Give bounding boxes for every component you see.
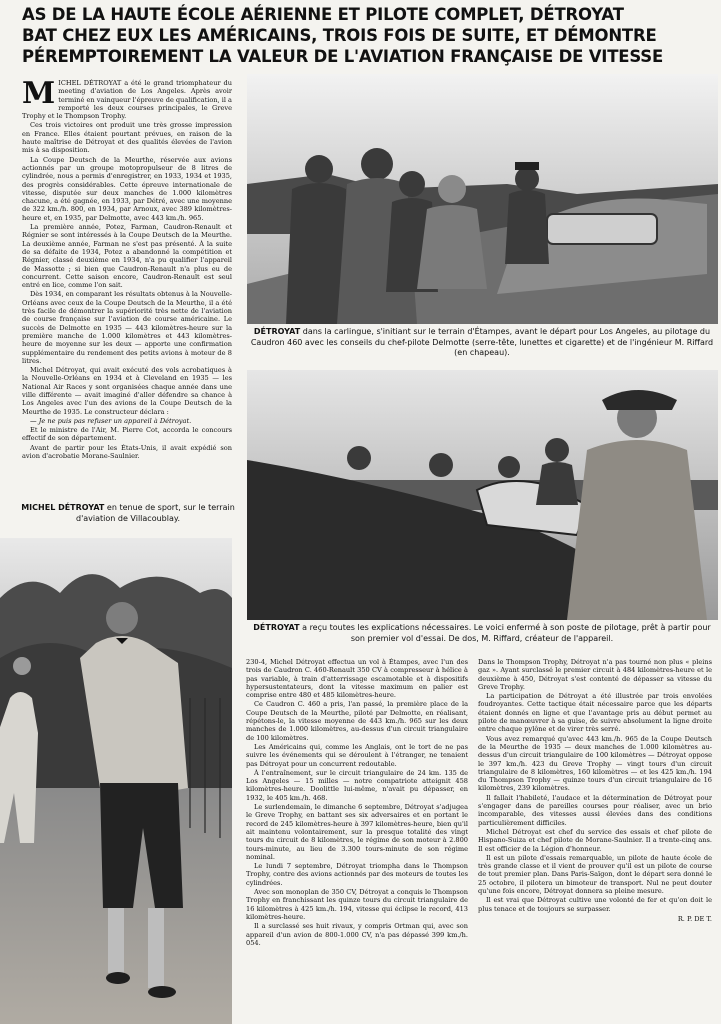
intro-paragraph: La première année, Potez, Farman, Caudron-Renault et Régnier se sont intéressés à la Coupe Deutsch de la Meurthe. La deuxième année, Farman ne s'est pas présenté. À la suite de sa défaite de 1934, Potez a abandonné la compétition et Régnier, classé deuxième en 1934, n'a pu qualifier l'appareil de Massotte ; si bien que Caudron-Renault n'a plus eu de concurrent. Cette saison encore, Caudron-Renault est seul entré en lice, comme l'on sait.	[22, 223, 232, 290]
intro-paragraph: Et le ministre de l'Air, M. Pierre Cot, accorda le concours effectif de son département.	[22, 426, 232, 443]
intro-column	[22, 79, 232, 499]
headline-line-2: BAT CHEZ EUX LES AMÉRICAINS, TROIS FOIS DE SUITE, ET DÉMONTRE	[22, 26, 657, 45]
headline-line-1: AS DE LA HAUTE ÉCOLE AÉRIENNE ET PILOTE COMPLET, DÉTROYAT	[22, 5, 624, 24]
intro-paragraph: Dès 1934, en comparant les résultats obtenus à la Nouvelle-Orléans avec ceux de la Coupe Deutsch de la Meurthe, il a été très facile de démontrer la supériorité très nette de l'aviation de course française sur l'aviation de course américaine. Le succès de Delmotte en 1935 — 443 kilomètres-heure sur la première manche de 1.000 kilomètres et 443 kilomètres-heure de moyenne sur les deux — apporte une confirmation supplémentaire du rendement des petits avions à moteur de 8 litres.	[22, 290, 232, 365]
intro-paragraph: Avant de partir pour les États-Unis, il avait expédié son avion d'acrobatie Morane-Saulnier.	[22, 443, 232, 461]
caption-left-photo: MICHEL DÉTROYAT en tenue de sport, sur le terrain d'aviation de Villacoublay.	[21, 503, 235, 523]
body-paragraph: Il a surclassé ses huit rivaux, y compris Ortman qui, avec son appareil d'un avion de 800-1.000 CV, n'a pas dépassé 399 km./h. 054.	[246, 922, 468, 947]
intro-paragraph: — Je ne puis pas refuser un appareil à Détroyat.	[30, 416, 192, 425]
body-paragraph: La participation de Détroyat a été illustrée par trois envolées foudroyantes. Cette tactique était nécessaire parce que les départs étaient donnés en ligne et que l'avantage pris au début permet au pilote de manœuvrer à sa guise, de suivre absolument la ligne droite entre chaque pylône et de virer très serré.	[478, 692, 712, 734]
intro-paragraph: La Coupe Deutsch de la Meurthe, réservée aux avions actionnés par un groupe motopropulseur de 8 litres de cylindrée, nous a permis d'enregistrer, en 1933, 1934 et 1935, des progrès considérables. Cette épreuve internationale de vitesse, disputée sur deux manches de 1.000 kilomètres chacune, a été gagnée, en 1933, par Détré, avec une moyenne de 322 km./h. 800, en 1934, par Arnoux, avec 389 kilomètres-heure et, en 1935, par Delmotte, avec 443 km./h. 965.	[22, 155, 232, 222]
photo-walking-aviator	[0, 538, 232, 1024]
body-paragraph: Avec son monoplan de 350 CV, Détroyat a conquis le Thompson Trophy en franchissant les quinze tours du circuit triangulaire de 16 kilomètres à 425 km./h. 194, vitesse qui éclipse le record, 413 kilomètres-heure.	[246, 888, 468, 921]
text-column-right	[478, 658, 712, 1020]
headline	[22, 4, 712, 67]
body-paragraph: À l'entraînement, sur le circuit triangulaire de 24 km. 135 de Los Angeles — 15 milles — notre compatriote atteignit 458 kilomètres-heure. Doolittle lui-même, n'avait pu dépasser, en 1932, le 405 km./h. 468.	[246, 768, 468, 802]
body-paragraph: Vous avez remarqué qu'avec 443 km./h. 965 de la Coupe Deutsch de la Meurthe de 1935 — deux manches de 1.000 kilomètres au-dessus d'un circuit triangulaire de 100 kilomètres — Détroyat oppose le 397 km./h. 423 du Greve Trophy — vingt tours d'un circuit triangulaire de 8 kilomètres, 160 kilomètres — et les 425 km./h. 194 du Thompson Trophy — quinze tours d'un circuit triangulaire de 16 kilomètres, 239 kilomètres.	[478, 734, 712, 793]
caption-mid-photo: DÉTROYAT a reçu toutes les explications nécessaires. Le voici enfermé à son poste de pilotage, prêt à partir pour son premier vol d'essai. De dos, M. Riffard, créateur de l'appareil.	[253, 623, 711, 643]
intro-paragraph: ICHEL DÉTROYAT a été le grand triomphateur du meeting d'aviation de Los Angeles. Après avoir terminé en vainqueur l'épreuve de qualification, il a remporté les deux courses principales, le Greve Trophy et le Thompson Trophy.	[22, 79, 232, 121]
body-paragraph: Les Américains qui, comme les Anglais, ont le tort de ne pas suivre les événements qui se déroulent à l'étranger, ne tenaient pas Détroyat pour un concurrent redoutable.	[246, 742, 468, 768]
body-paragraph: Michel Détroyat est chef du service des essais et chef pilote de Hispano-Suiza et chef pilote de Morane-Saulnier. Il a trente-cinq ans. Il est officier de la Légion d'honneur.	[478, 827, 712, 853]
body-paragraph: Dans le Thompson Trophy, Détroyat n'a pas tourné non plus « pleins gaz ». Ayant surclassé le premier circuit à 484 kilomètres-heure et le deuxième à 450, Détroyat s'est contenté de dépasser sa vitesse du Greve Trophy.	[478, 658, 712, 691]
photo-cockpit-etampes	[247, 74, 718, 324]
body-paragraph: 230-4, Michel Détroyat effectua un vol à Étampes, avec l'un des trois de Caudron C. 460-Renault 350 CV à compresseur à hélice à pas variable, à train d'atterrissage escamotable et à dispositifs hypersustentateurs, dont la vitesse maximum en palier est comprise entre 480 et 485 kilomètres-heure.	[246, 658, 468, 700]
body-paragraph: Il est vrai que Détroyat cultive une volonté de fer et qu'on doit le plus tenace et de toujours se surpasser.	[478, 896, 712, 913]
dropcap: M	[22, 79, 56, 111]
body-paragraph: Ce Caudron C. 460 a pris, l'an passé, la première place de la Coupe Deutsch de la Meurthe, piloté par Delmotte, en réalisant, répétons-le, la vitesse moyenne de 443 km./h. 965 sur les deux manches de 1.000 kilomètres, au-dessus d'un circuit triangulaire de 100 kilomètres.	[246, 700, 468, 742]
body-paragraph: Il est un pilote d'essais remarquable, un pilote de haute école de très grande classe et il vient de prouver qu'il est un pilote de course de tout premier plan. Dans Paris-Saïgon, dont le départ sera donné le 25 octobre, il pilotera un bimoteur de transport. Nul ne peut douter qu'une fois encore, Détroyat donnera sa pleine mesure.	[478, 853, 712, 896]
intro-paragraph: Ces trois victoires ont produit une très grosse impression en France. Elles étaient pourtant prévues, en raison de la haute maîtrise de Détroyat et des qualités élevées de l'avion mis à sa disposition.	[22, 121, 232, 155]
headline-line-3: PÉREMPTOIREMENT LA VALEUR DE L'AVIATION FRANÇAISE DE VITESSE	[22, 47, 664, 66]
author-signature: R. P. DE T.	[677, 914, 712, 923]
body-paragraph: Le lundi 7 septembre, Détroyat triompha dans le Thompson Trophy, contre des avions actionnés par des moteurs de toutes les cylindrées.	[246, 862, 468, 887]
body-paragraph: Il fallait l'habileté, l'audace et la détermination de Détroyat pour s'engager dans de pareilles courses pour réaliser, avec un brio incomparable, des vitesses aussi élevées dans des conditions particulièrement difficiles.	[478, 793, 712, 827]
text-column-middle	[246, 658, 468, 1020]
intro-paragraph: Michel Détroyat, qui avait exécuté des vols acrobatiques à la Nouvelle-Orléans en 1934 et à Cleveland en 1935 — les National Air Races y sont organisées chaque année dans une ville différente — avait imaginé d'aller défendre sa chance à Los Angeles avec l'un des avions de la Coupe Deutsch de la Meurthe de 1935. Le constructeur déclara :	[22, 366, 232, 416]
body-paragraph: Le surlendemain, le dimanche 6 septembre, Détroyat s'adjugea le Greve Trophy, en battant ses six adversaires et en portant le record de 245 kilomètres-heure à 397 kilomètres-heure, bien qu'il ait maintenu volontairement, sur la presque totalité des vingt tours du circuit de 8 kilomètres, le régime de son moteur à 2.800 tours-minute, au lieu de 3.300 tours-minute de son régime nominal.	[246, 803, 468, 861]
photo-first-flight-ready	[247, 370, 718, 620]
caption-top-photo: DÉTROYAT dans la carlingue, s'initiant sur le terrain d'Étampes, avant le départ pour Los Angeles, au pilotage du Caudron 460 avec les conseils du chef-pilote Delmotte (serre-tête, lunettes et cigarette) et de l'ingénieur M. Riffard (en chapeau).	[250, 327, 714, 357]
